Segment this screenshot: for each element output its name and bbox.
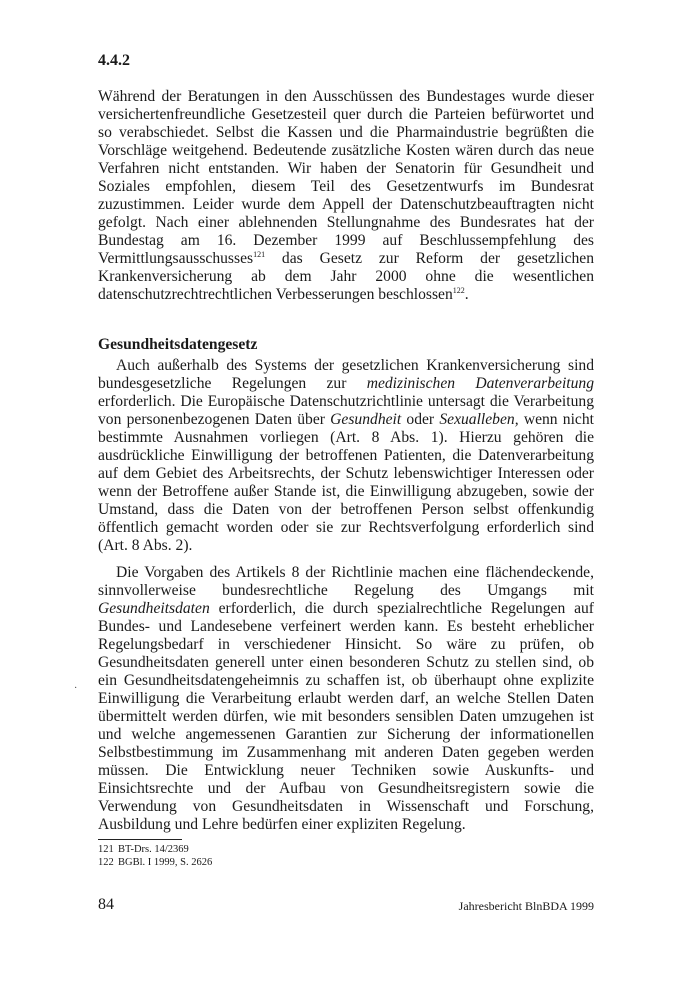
body-paragraph-1 xyxy=(98,357,594,555)
page-footer xyxy=(98,896,594,916)
page-body xyxy=(98,52,594,869)
paragraph-gap xyxy=(98,555,594,564)
footnote-reference: 122 xyxy=(452,286,465,295)
footnote-text: BGBl. I 1999, S. 2626 xyxy=(118,857,213,868)
page-number: 84 xyxy=(98,896,114,913)
subheading: Gesundheitsdatengesetz xyxy=(98,336,258,353)
paragraph-text: Die Vorgaben des Artikels 8 der Richtlinie machen eine flächendeckende, sinnvollerweise bundesrechtliche Regelung des Umgangs mit xyxy=(98,564,594,599)
intro-section xyxy=(98,88,594,304)
main-section xyxy=(98,357,594,834)
body-paragraph-2 xyxy=(98,564,594,834)
paragraph-text: . xyxy=(464,286,469,303)
footnote-item xyxy=(98,843,594,856)
footnote-divider xyxy=(98,839,182,840)
intro-paragraph-1 xyxy=(98,88,594,304)
footnote-text: BT-Drs. 14/2369 xyxy=(118,844,189,855)
footnote-reference: 121 xyxy=(253,250,266,259)
footnotes xyxy=(98,843,594,869)
emphasis-text: medizinischen Datenverarbeitung xyxy=(366,375,594,392)
paragraph-text: Auch außerhalb des Systems der gesetzlichen Krankenversicherung sind bundesgesetzliche Regelungen zur xyxy=(98,357,594,392)
footnote-item xyxy=(98,856,594,869)
margin-mark: · xyxy=(74,683,78,694)
emphasis-text: Gesundheit xyxy=(330,411,402,428)
paragraph-text: erforderlich, die durch spezialrechtliche Regelungen auf Bundes- und Landesebene verfeinert werden kann. Es besteht erheblicher Regelungsbedarf in verschiedener Hinsicht. So wäre zu prüfen, ob Gesundheitsdaten generell unter einen besonderen Schutz zu stellen sind, ob ein Gesundheitsdatengeheimnis zu schaffen ist, ob überhaupt ohne explizite Einwilligung die Verarbeitung erlaubt werden darf, an welche Stellen Daten übermittelt werden dürfen, wie mit besonders sensiblen Daten umzugehen ist und welche angemessenen Garantien zur Sicherung der informationellen Selbstbestimmung im Zusammenhang mit anderen Daten gegeben werden müssen. Die Entwicklung neuer Techniken sowie Auskunfts- und Einsichtsrechte und der Aufbau von Gesundheitsregistern sowie die Verwendung von Gesundheitsdaten in Wissenschaft und Forschung, Ausbildung und Lehre bedürfen einer expliziten Regelung. xyxy=(98,600,594,833)
paragraph-text: Während der Beratungen in den Ausschüssen des Bundestages wurde dieser versichertenfreundliche Gesetzesteil quer durch die Parteien befürwortet und so verabschiedet. Selbst die Kassen und die Pharmaindustrie begrüßten die Vorschläge weitgehend. Bedeutende zusätzliche Kosten wären durch das neue Verfahren nicht entstanden. Wir haben der Senatorin für Gesundheit und Soziales empfohlen, diesem Teil des Gesetzentwurfs im Bundesrat zuzustimmen. Leider wurde dem Appell der Datenschutzbeauftragten nicht gefolgt. Nach einer ablehnenden Stellungnahme des Bundesrates hat der Bundestag am 16. Dezember 1999 auf Beschlussempfehlung des Vermittlungsausschusses xyxy=(98,88,594,267)
paragraph-text: das Gesetz zur Reform der gesetzlichen Krankenversicherung ab dem Jahr 2000 ohne die wesentlichen datenschutzrechtrechtlichen Verbesserungen beschlossen xyxy=(98,250,594,303)
paragraph-text: oder xyxy=(401,411,440,428)
emphasis-text: Gesundheitsdaten xyxy=(98,600,210,617)
running-footer: Jahresbericht BlnBDA 1999 xyxy=(458,899,594,913)
paragraph-text: wenn nicht bestimmte Ausnahmen vorliegen (Art. 8 Abs. 1). Hierzu gehören die ausdrückliche Einwilligung der betroffenen Patienten, die Datenverarbeitung auf dem Gebiet des Arbeitsrechts, der Schutz lebenswichtiger Interessen oder wenn der Betroffene außer Stande ist, die Einwilligung abzugeben, sowie der Umstand, dass die Daten von der betroffenen Person selbst offenkundig öffentlich gemacht worden oder sie zur Rechtsverfolgung erforderlich sind (Art. 8 Abs. 2). xyxy=(98,411,594,554)
footnote-number: 121 xyxy=(98,844,114,855)
section-number: 4.4.2 xyxy=(98,52,130,69)
paragraph-text: erforderlich. Die Europäische Datenschutzrichtlinie untersagt die Verarbeitung von personenbezogenen Daten über xyxy=(98,393,594,428)
emphasis-text: Sexualleben, xyxy=(439,411,519,428)
footnote-number: 122 xyxy=(98,857,114,868)
